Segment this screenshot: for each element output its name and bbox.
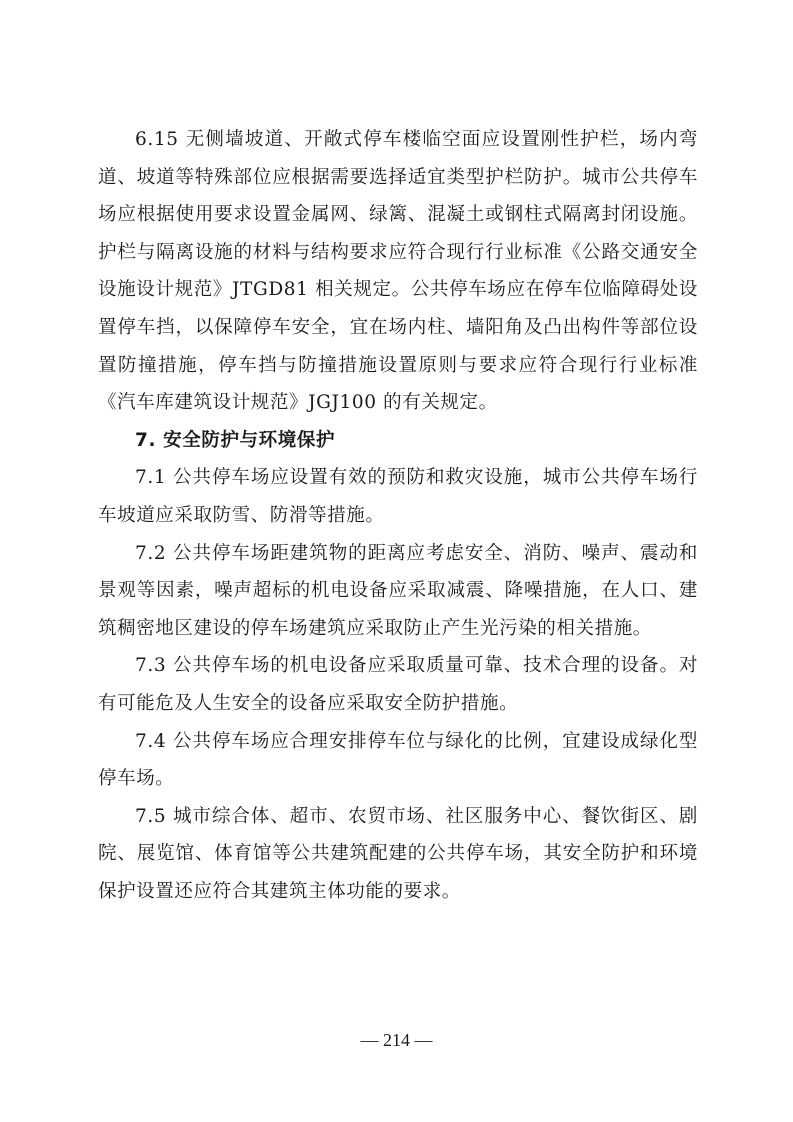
page-body — [98, 121, 698, 910]
page-number: — 214 — — [360, 1030, 433, 1050]
paragraph-7-4: 7.4 公共停车场应合理安排停车位与绿化的比例，宜建设成绿化型停车场。 — [98, 730, 698, 790]
paragraph-7-2: 7.2 公共停车场距建筑物的距离应考虑安全、消防、噪声、震动和景观等因素，噪声超标的机电设备应采取减震、降噪措施，在人口、建筑稠密地区建设的停车场建筑应采取防止产生光污染的相关措施。 — [98, 542, 698, 639]
paragraph-6-15: 6.15 无侧墙坡道、开敞式停车楼临空面应设置刚性护栏，场内弯道、坡道等特殊部位应根据需要选择适宜类型护栏防护。城市公共停车场应根据使用要求设置金属网、绿篱、混凝土或钢柱式隔离封闭设施。护栏与隔离设施的材料与结构要求应符合现行行业标准《公路交通安全设施设计规范》JTGD81 相关规定。公共停车场应在停车位临障碍处设置停车挡，以保障停车安全，宜在场内柱、墙阳角及凸出构件等部位设置防撞措施，停车挡与防撞措施设置原则与要求应符合现行行业标准《汽车库建筑设计规范》JGJ100 的有关规定。 — [98, 129, 698, 414]
paragraph-7-5: 7.5 城市综合体、超市、农贸市场、社区服务中心、餐饮街区、剧院、展览馆、体育馆等公共建筑配建的公共停车场，其安全防护和环境保护设置还应符合其建筑主体功能的要求。 — [98, 805, 698, 902]
paragraph-7-1: 7.1 公共停车场应设置有效的预防和救灾设施，城市公共停车场行车坡道应采取防雪、防滑等措施。 — [98, 467, 698, 526]
paragraph-7-3: 7.3 公共停车场的机电设备应采取质量可靠、技术合理的设备。对有可能危及人生安全的设备应采取安全防护措施。 — [98, 655, 698, 714]
section-heading-7: 7. 安全防护与环境保护 — [135, 429, 336, 451]
